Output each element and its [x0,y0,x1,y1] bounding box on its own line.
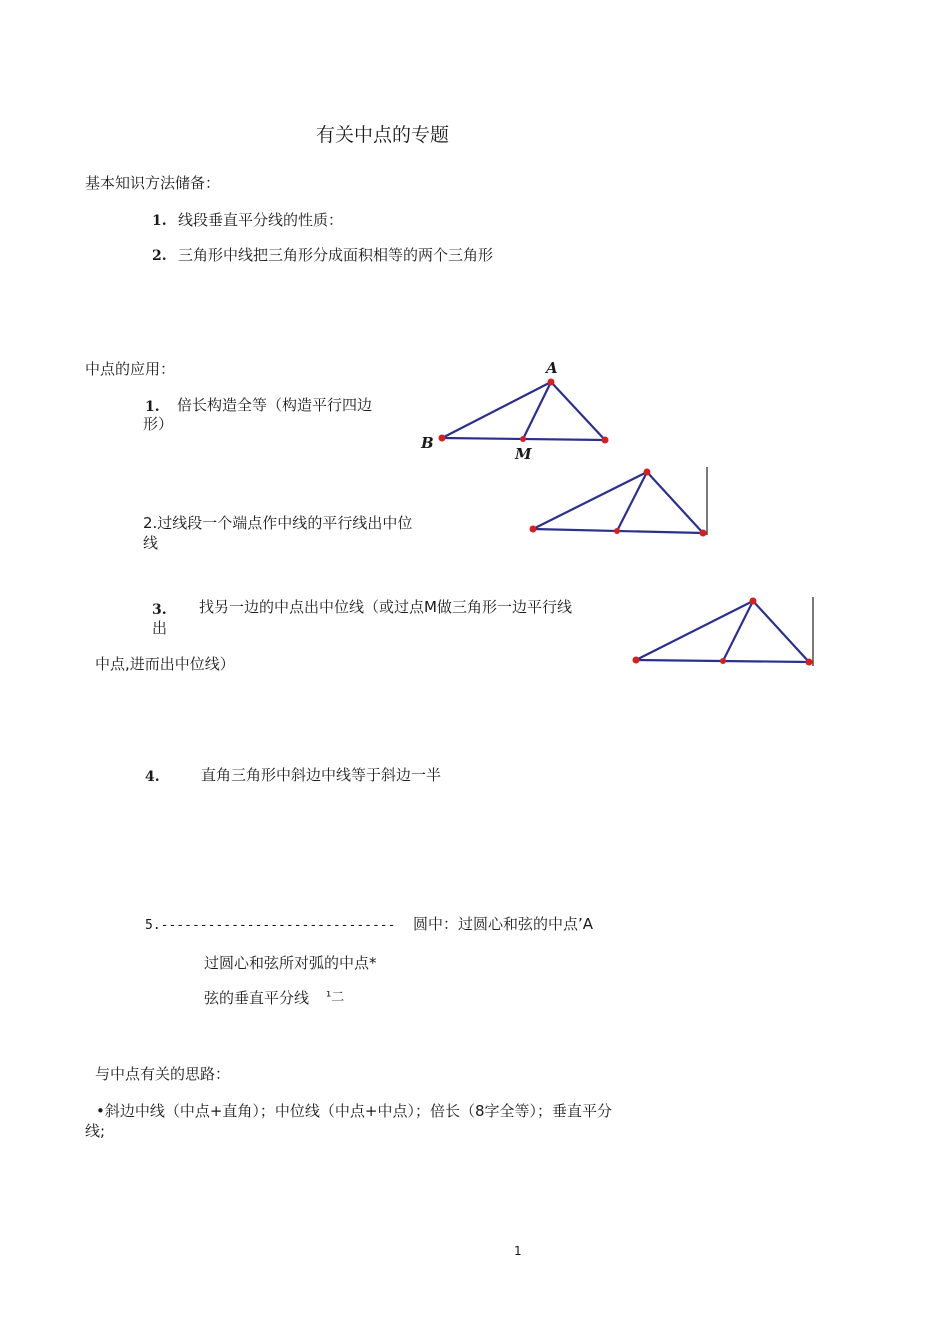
app-item-3-num: 3. [152,602,167,618]
app-item-5-lead: 5.------------------------------ [145,918,396,933]
app-item-5-sub2: 弦的垂直平分线 [204,989,310,1007]
point-left [633,657,640,664]
segment-a-c [551,382,605,440]
app-item-3-line1: 找另一边的中点出中位线（或过点M做三角形一边平行线 [199,598,572,616]
app-item-3-line2: 出 [152,619,168,637]
app-item-2-line2: 线 [143,534,159,552]
thinking-line2: 线; [85,1122,106,1140]
point-top [644,469,651,476]
app-item-4-num: 4. [145,769,160,785]
thinking-heading: 与中点有关的思路： [95,1065,231,1083]
point-left [530,526,537,533]
app-item-5-sub2-tail: ¹二 [326,990,345,1005]
segment-left [636,601,753,660]
point-right [700,530,707,537]
label-a: A [546,359,558,377]
thinking-line1: •斜边中线（中点+直角）；中位线（中点+中点）；倍长（8字全等）；垂直平分 [96,1102,613,1120]
basic-heading: 基本知识方法储备： [85,174,221,192]
point-mid [614,528,620,534]
basic-item-2-num: 2. [152,248,167,264]
figure-3-triangle [628,592,828,672]
label-m: M [515,445,532,463]
app-item-4-text: 直角三角形中斜边中线等于斜边一半 [201,766,442,784]
point-c [602,437,609,444]
label-b: B [421,434,434,452]
app-item-1-num: 1. [145,399,160,415]
segment-left [533,472,647,529]
app-item-1-line1: 倍长构造全等（构造平行四边 [177,396,373,414]
segment-am [523,382,551,439]
page-title: 有关中点的专题 [316,124,450,146]
point-b [439,435,446,442]
segment-right [753,601,809,662]
basic-item-1-num: 1. [152,213,167,229]
app-item-5-sub1: 过圆心和弦所对弧的中点* [204,954,377,972]
segment-median [617,472,647,531]
segment-right [647,472,703,533]
figure-1-triangle [415,355,615,465]
applications-heading: 中点的应用： [85,360,176,378]
app-item-3-line3: 中点,进而出中位线） [95,655,235,673]
basic-item-2-text: 三角形中线把三角形分成面积相等的两个三角形 [178,246,494,264]
figure-2-triangle [525,462,725,542]
app-item-2-line1: 2.过线段一个端点作中线的平行线出中位 [143,514,413,532]
point-mid [720,658,726,664]
app-item-1-line2: 形） [143,415,174,433]
point-a [548,379,555,386]
segment-ab [442,382,551,438]
point-right [806,659,813,666]
point-top [750,598,757,605]
segment-median [723,601,753,661]
app-item-5-text: 圆中：过圆心和弦的中点’A [413,915,594,933]
point-m [520,436,526,442]
basic-item-1-text: 线段垂直平分线的性质： [178,211,344,229]
page-number: 1 [514,1244,522,1258]
